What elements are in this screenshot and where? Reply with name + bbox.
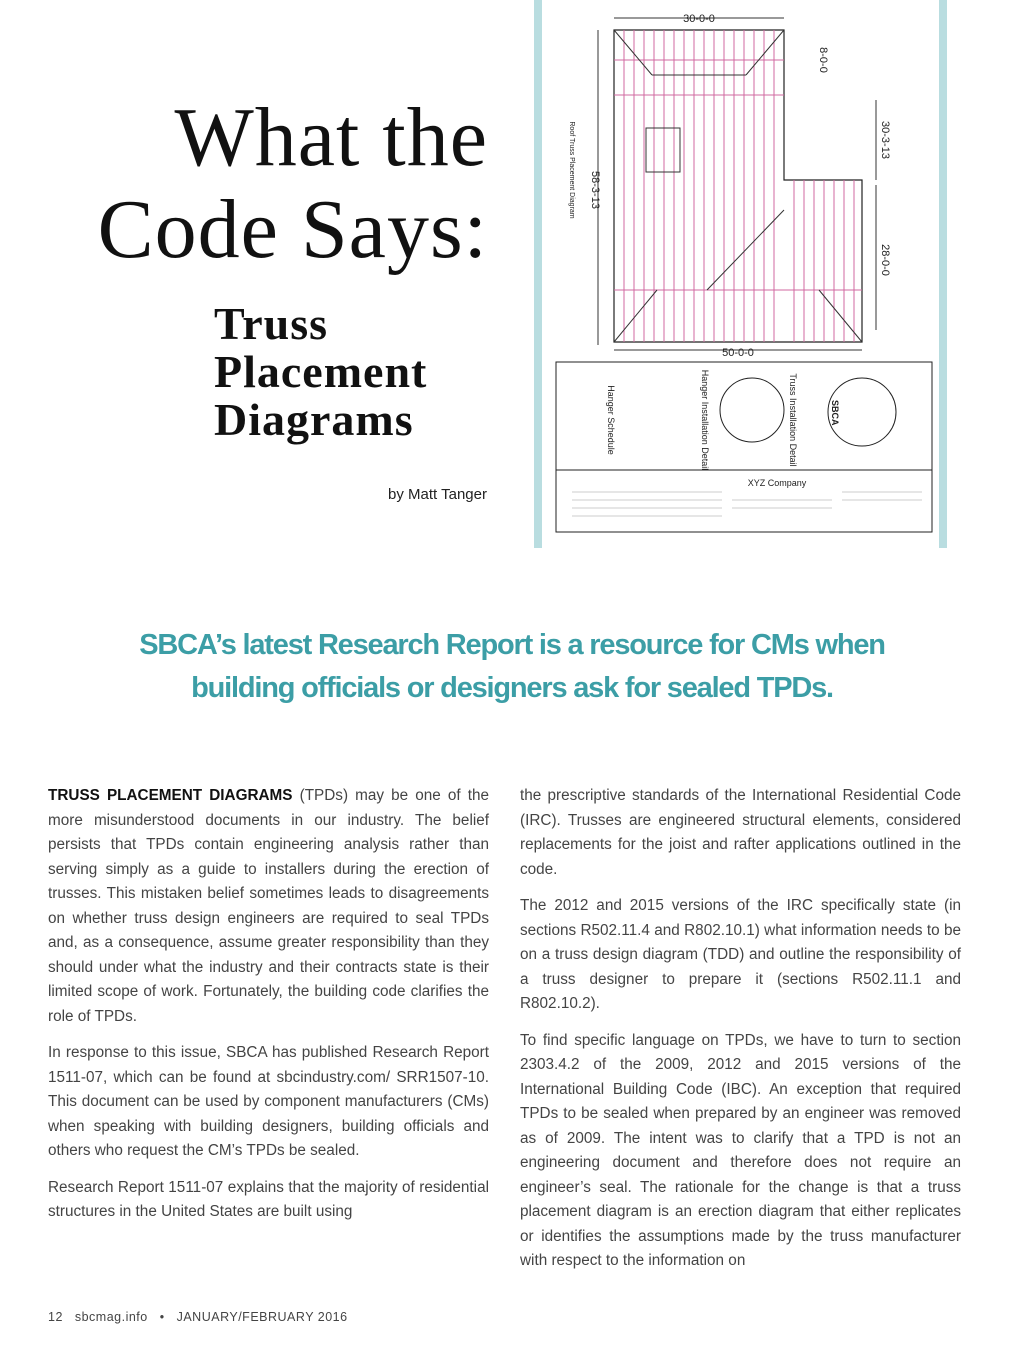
- subtitle-line-1: Truss: [214, 298, 329, 349]
- footer-bullet: •: [159, 1310, 165, 1324]
- title-line-1: What the: [174, 91, 488, 184]
- lead-in: TRUSS PLACEMENT DIAGRAMS: [48, 787, 293, 804]
- truss-diagram: [542, 0, 939, 548]
- page-footer: [48, 1310, 348, 1324]
- detail-hanger: Hanger Installation Detail: [700, 369, 710, 471]
- body-column-right: [520, 784, 961, 1286]
- article-title: [98, 92, 488, 276]
- dim-right-lower: 28-0-0: [879, 244, 891, 276]
- paragraph-1: [48, 784, 489, 1029]
- company-name: XYZ Company: [747, 478, 807, 488]
- page-number: 12: [48, 1310, 63, 1324]
- dim-top-right: 8-0-0: [817, 47, 829, 73]
- sbca-logo: SBCA: [830, 400, 840, 426]
- paragraph-1-text: (TPDs) may be one of the more misunderstood documents in our industry. The belief persists that TPDs contain engineering analysis rather than serving simply as a guide to installers during the erection of trusses. This mistaken belief sometimes leads to disagreements on whether truss design engineers are required to seal TPDs and, as a consequence, assume greater responsibility than they should under what the industry and their contracts state is their limited scope of work. Fortunately, the building code clarifies the role of TPDs.: [48, 787, 490, 1025]
- deck-line-1: SBCA’s latest Research Report is a resource for CMs when: [139, 629, 885, 661]
- subtitle-line-2: Placement: [214, 346, 428, 397]
- paragraph-5: The 2012 and 2015 versions of the IRC specifically state (in sections R502.11.4 and R802.10.1) what information needs to be on a truss design diagram (TDD) and outline the responsibility of a truss designer to prepare it (sections R502.11.1 and R802.10.2).: [520, 897, 961, 1012]
- dim-left: 58-3-13: [589, 171, 601, 209]
- subtitle-line-3: Diagrams: [214, 394, 414, 445]
- paragraph-2: In response to this issue, SBCA has published Research Report 1511-07, which can be found at sbcindustry.com/ SRR1507-10. This document can be used by component manufacturers (CMs) when speaking with building designers, building officials and others who request the CM’s TPDs be sealed.: [48, 1044, 489, 1159]
- issue-date: JANUARY/FEBRUARY 2016: [176, 1310, 348, 1324]
- truss-placement-diagram-figure: [534, 0, 947, 548]
- dim-bottom: 50-0-0: [722, 347, 754, 359]
- dim-right-upper: 30-3-13: [879, 121, 891, 159]
- deck: [0, 624, 1024, 710]
- hanger-schedule: Hanger Schedule: [606, 385, 616, 455]
- byline: by Matt Tanger: [388, 486, 487, 503]
- article-subtitle: [214, 300, 427, 444]
- side-label: Roof Truss Placement Diagram: [568, 121, 575, 219]
- paragraph-4: the prescriptive standards of the International Residential Code (IRC). Trusses are engineered structural elements, considered replacements for the joist and rafter applications outlined in the code.: [520, 787, 961, 878]
- dim-top: 30-0-0: [683, 13, 715, 25]
- site-url: sbcmag.info: [74, 1310, 148, 1324]
- title-line-2: Code Says:: [97, 183, 488, 276]
- paragraph-6: To find specific language on TPDs, we have to turn to section 2303.4.2 of the 2009, 2012 and 2015 versions of the International Building Code (IBC). An exception that required TPDs to be sealed when prepared by an engineer was removed as of 2009. The intent was to clarify that a TPD is not an engineering document and therefore does not require an engineer’s seal. The rationale for the change is that a truss placement diagram is an erection diagram that either replicates or identifies the assumptions made by the truss manufacturer with respect to the information on: [520, 1031, 961, 1269]
- paragraph-3: Research Report 1511-07 explains that the majority of residential structures in the United States are built using: [48, 1178, 489, 1220]
- body-column-left: [48, 784, 489, 1237]
- deck-line-2: building officials or designers ask for sealed TPDs.: [191, 672, 833, 704]
- detail-truss: Truss Installation Detail: [788, 373, 798, 467]
